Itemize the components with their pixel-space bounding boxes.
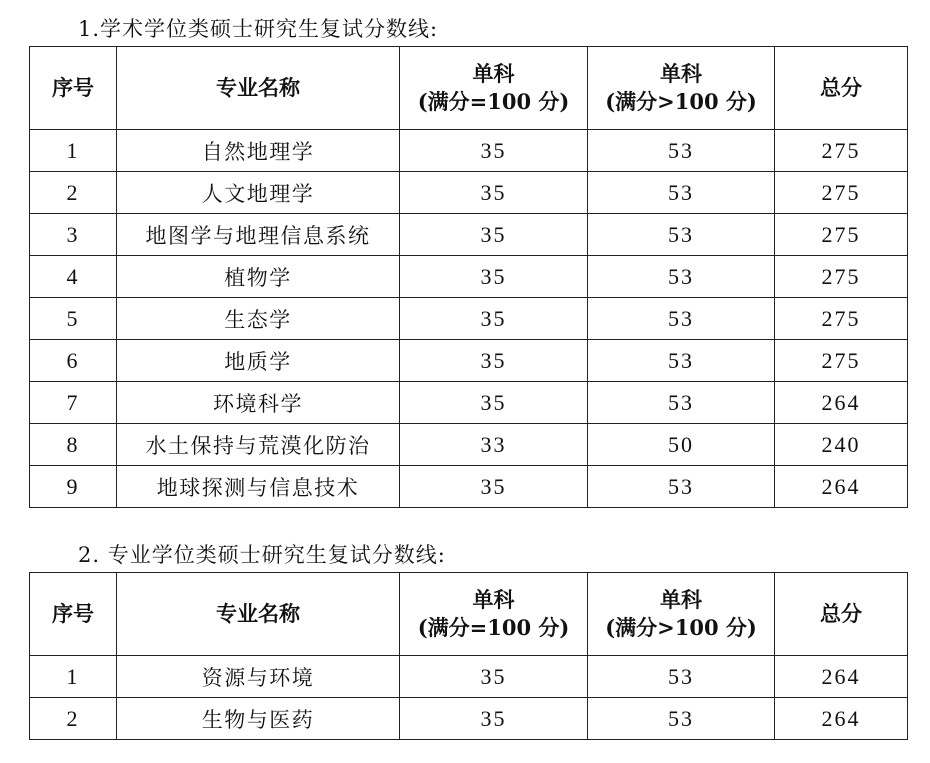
header-major: 专业名称 <box>117 573 400 656</box>
header-single-100-line2: (满分=100 分) <box>417 615 570 640</box>
cell-index: 1 <box>30 656 117 698</box>
cell-index: 9 <box>30 466 117 508</box>
header-single-100-line2: (满分=100 分) <box>417 89 570 114</box>
cell-single-over-100: 50 <box>588 424 775 466</box>
cell-single-100: 35 <box>400 256 588 298</box>
cell-single-100: 35 <box>400 698 588 740</box>
section-title-professional: 2. 专业学位类硕士研究生复试分数线: <box>78 543 446 567</box>
header-single-100-line1: 单科 <box>472 61 515 86</box>
table-row <box>30 214 908 256</box>
cell-single-100: 35 <box>400 214 588 256</box>
cell-total: 275 <box>775 130 908 172</box>
cell-major: 自然地理学 <box>117 130 400 172</box>
cell-major: 地球探测与信息技术 <box>117 466 400 508</box>
cell-single-100: 35 <box>400 656 588 698</box>
header-single-over-100-line1: 单科 <box>660 587 702 612</box>
table-row <box>30 256 908 298</box>
cell-index: 5 <box>30 298 117 340</box>
header-index: 序号 <box>30 573 117 656</box>
cell-index: 8 <box>30 424 117 466</box>
cell-single-100: 33 <box>400 424 588 466</box>
cell-total: 275 <box>775 298 908 340</box>
cell-single-over-100: 53 <box>588 466 775 508</box>
cell-single-100: 35 <box>400 298 588 340</box>
table-row <box>30 424 908 466</box>
table-row <box>30 466 908 508</box>
header-total: 总分 <box>775 573 908 656</box>
academic-table-body <box>30 130 908 508</box>
cell-single-over-100: 53 <box>588 340 775 382</box>
cell-single-over-100: 53 <box>588 214 775 256</box>
cell-major: 地质学 <box>117 340 400 382</box>
header-single-over-100-line2: (满分>100 分) <box>605 615 757 640</box>
cell-index: 6 <box>30 340 117 382</box>
professional-score-table <box>29 572 908 740</box>
header-single-over-100 <box>588 47 775 130</box>
table-row <box>30 698 908 740</box>
table-row <box>30 298 908 340</box>
header-single-over-100-line1: 单科 <box>660 61 702 86</box>
cell-index: 3 <box>30 214 117 256</box>
cell-total: 275 <box>775 214 908 256</box>
cell-index: 7 <box>30 382 117 424</box>
cell-total: 264 <box>775 656 908 698</box>
cell-total: 264 <box>775 466 908 508</box>
cell-single-over-100: 53 <box>588 298 775 340</box>
cell-single-100: 35 <box>400 340 588 382</box>
header-single-over-100 <box>588 573 775 656</box>
cell-major: 植物学 <box>117 256 400 298</box>
cell-major: 生物与医药 <box>117 698 400 740</box>
header-total: 总分 <box>775 47 908 130</box>
cell-index: 1 <box>30 130 117 172</box>
table-row <box>30 172 908 214</box>
cell-single-over-100: 53 <box>588 172 775 214</box>
cell-major: 生态学 <box>117 298 400 340</box>
table-row <box>30 656 908 698</box>
cell-index: 2 <box>30 172 117 214</box>
cell-single-over-100: 53 <box>588 698 775 740</box>
table-row <box>30 130 908 172</box>
professional-table-body <box>30 656 908 740</box>
header-single-over-100-line2: (满分>100 分) <box>605 89 757 114</box>
cell-total: 264 <box>775 382 908 424</box>
cell-single-100: 35 <box>400 172 588 214</box>
cell-single-100: 35 <box>400 466 588 508</box>
cell-total: 275 <box>775 340 908 382</box>
cell-major: 水土保持与荒漠化防治 <box>117 424 400 466</box>
header-index: 序号 <box>30 47 117 130</box>
cell-total: 275 <box>775 256 908 298</box>
cell-major: 环境科学 <box>117 382 400 424</box>
cell-major: 人文地理学 <box>117 172 400 214</box>
header-single-100 <box>400 47 588 130</box>
header-single-100-line1: 单科 <box>472 587 515 612</box>
cell-index: 2 <box>30 698 117 740</box>
cell-single-over-100: 53 <box>588 382 775 424</box>
academic-score-table <box>29 46 908 508</box>
table-row <box>30 382 908 424</box>
table-header-row <box>30 47 908 130</box>
cell-total: 264 <box>775 698 908 740</box>
cell-major: 资源与环境 <box>117 656 400 698</box>
cell-total: 240 <box>775 424 908 466</box>
section-title-academic: 1.学术学位类硕士研究生复试分数线: <box>78 17 439 41</box>
cell-total: 275 <box>775 172 908 214</box>
cell-major: 地图学与地理信息系统 <box>117 214 400 256</box>
cell-single-100: 35 <box>400 130 588 172</box>
cell-single-over-100: 53 <box>588 656 775 698</box>
cell-single-over-100: 53 <box>588 256 775 298</box>
table-header-row <box>30 573 908 656</box>
cell-single-over-100: 53 <box>588 130 775 172</box>
table-row <box>30 340 908 382</box>
cell-single-100: 35 <box>400 382 588 424</box>
header-single-100 <box>400 573 588 656</box>
cell-index: 4 <box>30 256 117 298</box>
header-major: 专业名称 <box>117 47 400 130</box>
